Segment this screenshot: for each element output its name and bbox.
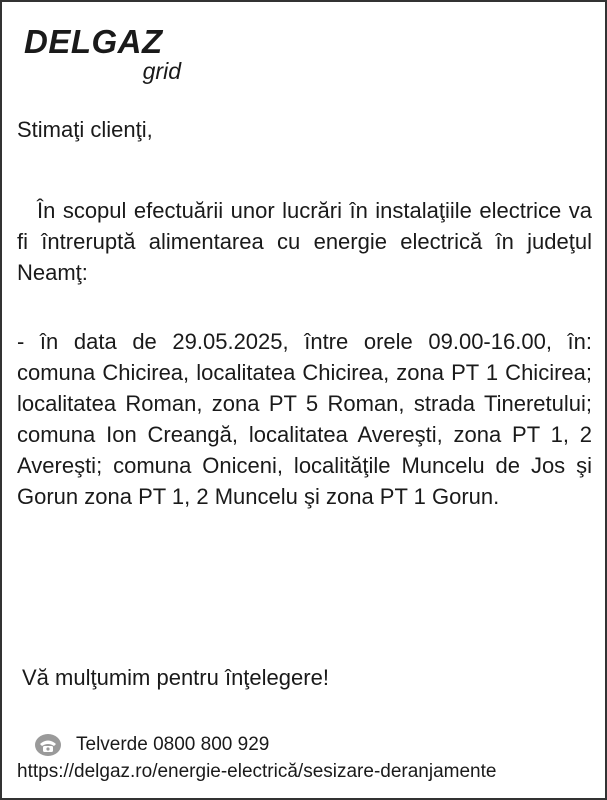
outage-details: - în data de 29.05.2025, între orele 09.00-16.00, în: comuna Chicirea, localitatea Chicirea, zona PT 1 Chicirea; localitatea Roman, zona PT 5 Roman, strada Tineretului; comuna Ion Creangă, localitatea Avereşti, zona PT 1, 2 Avereşti; comuna Oniceni, localităţile Muncelu de Jos şi Gorun zona PT 1, 2 Muncelu şi zona PT 1 Gorun. bbox=[17, 329, 592, 509]
phone-icon bbox=[34, 733, 62, 757]
intro-paragraph: În scopul efectuării unor lucrări în instalaţiile electrice va fi întreruptă alimentarea cu energie electrică în judeţul Neamţ: bbox=[17, 198, 592, 285]
phone-number: Telverde 0800 800 929 bbox=[76, 734, 270, 755]
logo-brand-text: DELGAZ bbox=[24, 23, 163, 60]
phone-contact bbox=[34, 732, 269, 758]
thanks-message: Vă mulţumim pentru înţelegere! bbox=[22, 665, 329, 690]
logo-sub-text: grid bbox=[142, 58, 181, 84]
delgaz-grid-logo bbox=[24, 24, 189, 86]
report-link[interactable]: https://delgaz.ro/energie-electrică/sesizare-deranjamente bbox=[17, 761, 497, 782]
greeting: Stimaţi clienţi, bbox=[17, 117, 153, 142]
